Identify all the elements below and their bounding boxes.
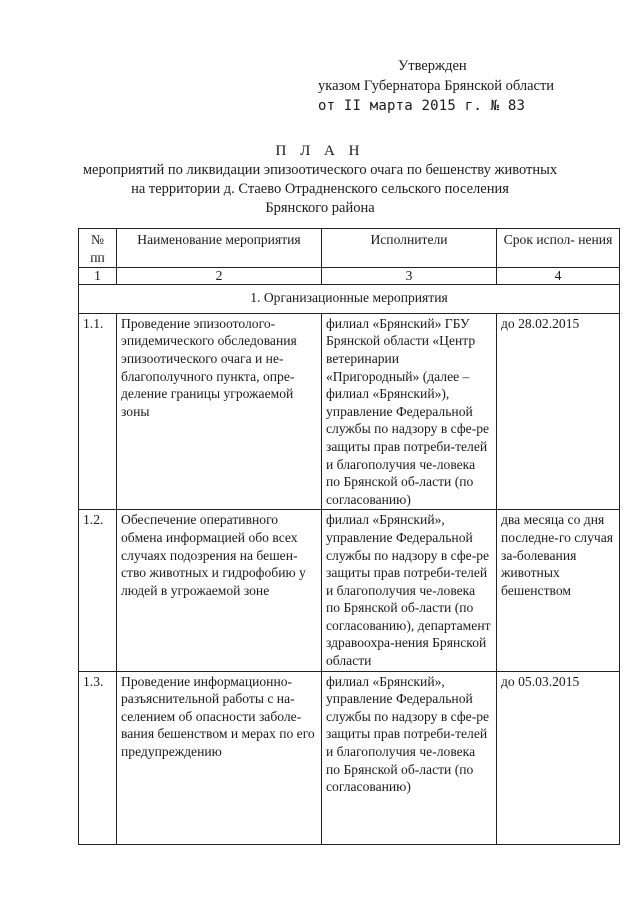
plan-subtitle-line1: мероприятий по ликвидации эпизоотического очага по бешенству животных [82,162,558,178]
header-executors: Исполнители [322,229,497,268]
row-number: 1.3. [79,671,117,844]
row-term: два месяца со дня последне-го случая за-болевания животных бешенством [497,510,620,671]
document-title [0,142,640,218]
header-num: № пп [79,229,117,268]
row-term: до 28.02.2015 [497,313,620,510]
table-row [79,313,620,510]
row-activity: Проведение информационно-разъяснительной работы с на-селением об опасности заболе-вания бешенством и мерах по его предупреждению [117,671,322,844]
row-activity: Проведение эпизоотолого-эпидемического обследования эпизоотического очага и не-благополучного пункта, опре-деление границы угрожаемой зоны [117,313,322,510]
plan-table [78,228,620,845]
row-term: до 05.03.2015 [497,671,620,844]
table-row [79,671,620,844]
table-header-row [79,229,620,268]
row-activity: Обеспечение оперативного обмена информацией обо всех случаях подозрения на бешен-ство животных и гидрофобию у людей в угрожаемой зоне [117,510,322,671]
plan-subtitle-line3: Брянского района [265,200,375,216]
row-executors: филиал «Брянский» ГБУ Брянской области «Центр ветеринарии «Пригородный» (далее – филиал «Брянский»), управление Федеральной службы по надзору в сфе-ре защиты прав потреби-телей и благополучия че-ловека по Брянской об-ласти (по согласованию) [322,313,497,510]
header-name: Наименование мероприятия [117,229,322,268]
column-index-row [79,268,620,285]
row-executors: филиал «Брянский», управление Федеральной службы по надзору в сфе-ре защиты прав потреби-телей и благополучия че-ловека по Брянской об-ласти (по согласованию), департамент здравоохра-нения Брянской области [322,510,497,671]
row-number: 1.2. [79,510,117,671]
column-index: 2 [117,268,322,285]
approval-heading: Утвержден [398,58,467,74]
row-executors: филиал «Брянский», управление Федеральной службы по надзору в сфе-ре защиты прав потреби-телей и благополучия че-ловека по Брянской об-ласти (по согласованию) [322,671,497,844]
column-index: 4 [497,268,620,285]
header-term: Срок испол- нения [497,229,620,268]
plan-subtitle-line2: на территории д. Стаево Отрадненского сельского поселения [131,181,509,197]
approval-date-number: от II марта 2015 г. № 83 [318,98,526,114]
section-row [79,285,620,314]
plan-heading: П Л А Н [275,143,365,159]
row-number: 1.1. [79,313,117,510]
approval-block [318,56,618,116]
column-index: 1 [79,268,117,285]
column-index: 3 [322,268,497,285]
section-title: 1. Организационные мероприятия [79,285,620,314]
approval-decree: указом Губернатора Брянской области [318,78,555,94]
table-row [79,510,620,671]
